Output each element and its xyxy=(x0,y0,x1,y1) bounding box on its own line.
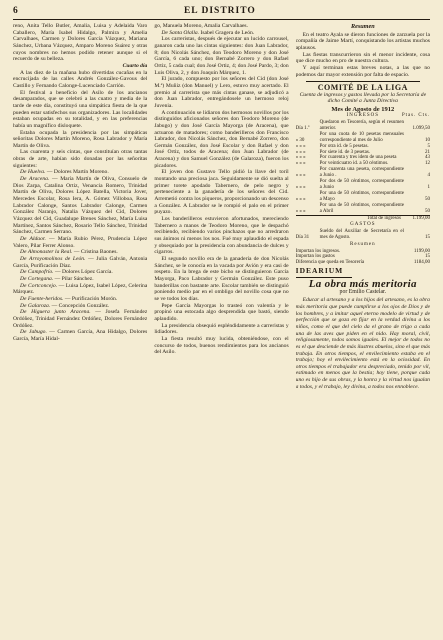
ledger-day: » » » xyxy=(295,161,306,167)
donor-entry: De Aldaor. — María Rubio Pérez, Prudencia López Valero, Pilar Ferrer Alonso. xyxy=(13,236,148,249)
donor-entry: De Galaroza. — Concepción González. xyxy=(20,302,110,309)
donor-names: Isabel Gragera de León. xyxy=(200,29,255,36)
ledger-row xyxy=(296,167,430,179)
ledger-description: Importan los ingresos. xyxy=(295,248,341,254)
ledger-description: Importan los gastos xyxy=(295,254,335,260)
gastos-table xyxy=(296,229,430,241)
ledger-amount: 43 xyxy=(424,155,430,161)
donor-names: Purificación Morón. xyxy=(71,295,118,302)
donor-list xyxy=(13,169,147,342)
article-author: por Emilio Castelar. xyxy=(339,288,387,295)
col2-paragraph: La presidencia obsequió espléndidamente a carreristas y lidiadores. xyxy=(154,322,289,336)
donor-entry: De Campofrío. — Dolores López García. xyxy=(20,269,113,276)
ledger-day: » 30 xyxy=(295,137,305,143)
donor-place: De Fuente-heridos. xyxy=(20,295,64,302)
column-3 xyxy=(296,23,430,637)
col1-paragraph: Las cuarenta y seis cintas, que constituían otras tantas obras de arte, habían sido donadas por las señoritas siguientes: xyxy=(13,149,148,169)
ledger-description: Diferencia que queda en Tesorería xyxy=(295,260,365,266)
ledger-day: » » » xyxy=(295,155,306,161)
ledger-description: Por cuarenta y tres idem de una peseta xyxy=(319,155,397,161)
col2-paragraph: Pepe García Mayorgas lo trasteó con valentía y le propinó una estocada algo desprendida que bastó, siendo aplaudido. xyxy=(154,302,289,322)
donor-names: Luisa López, Isabel López, Celerina Márquez. xyxy=(13,282,148,296)
ledger-day: » » » xyxy=(295,208,306,214)
ingresos-label: INGRESOS xyxy=(346,113,380,119)
ledger-row xyxy=(296,191,430,203)
columns xyxy=(13,23,430,637)
ledger-day: Día 1.º xyxy=(295,125,310,131)
ingresos-heading xyxy=(296,113,430,120)
donor-names: Josefa Fernández Ordóñez, Trinidad Fernández Ordóñez, Dolores Fernández Ordóñez. xyxy=(13,309,148,329)
col2-opening: go, Manuela Moreno, Amalia Carvalhaes. xyxy=(154,23,248,29)
ptas-label: Ptas. Cts. xyxy=(401,113,430,119)
donor-entry: De Cortegana. — Pilar Sánchez. xyxy=(20,275,94,282)
col1-paragraph: A las diez de la mañana hubo divertidas cucañas en la encrucijada de las calles Andrés González-Gavous del Castillo y Fernando Calonge-Lucenciado Carrión. xyxy=(13,69,148,89)
ledger-amount: 15 xyxy=(424,235,430,240)
col2-paragraph: La fiesta resultó muy lucida, obteniéndose, con el concurso de todos, buenos rendimientos para los ancianos del Asilo. xyxy=(154,335,289,356)
ledger-row xyxy=(296,229,430,241)
ledger-day: » » » xyxy=(295,185,306,190)
idearium-heading: IDEARIUM xyxy=(295,266,344,276)
article-title: La obra más meritoria xyxy=(308,277,417,290)
comite-title: COMITÉ DE LA LIGA xyxy=(317,83,408,93)
donor-entry: De Huelva. — Dolores Martín Moreno. xyxy=(20,169,109,176)
donor-place: De Campofrío. xyxy=(20,269,54,276)
column-2 xyxy=(154,23,288,637)
ledger-amount: 50 xyxy=(424,196,430,202)
donor-entry xyxy=(154,30,288,37)
donor-names: Dolores López García. xyxy=(61,269,113,276)
ledger-amount: 12 xyxy=(424,161,430,167)
ledger-amount: 21 xyxy=(424,149,430,155)
ledger-description: Por siete id. de 3 pesetas. xyxy=(319,149,371,155)
ledger-amount: 1184,00 xyxy=(413,260,430,266)
resumen-heading: Resumen xyxy=(350,23,375,30)
ledger-amount: 15 xyxy=(424,254,430,260)
page-number: 6 xyxy=(13,5,18,16)
ledger-description: Sueldo del Auxiliar de Secretaría en el mes de Agosto. xyxy=(319,229,404,240)
donor-place: De Almonaster la Real. xyxy=(20,249,73,256)
donor-place: De Arroyomolinos de León. xyxy=(20,255,86,262)
donor-place: De Jabugo. xyxy=(20,329,47,336)
ledger-total-label: Total de ingresos xyxy=(296,215,404,221)
donor-names: Carmen García, Ana Hidalgo, Dolores García, María Hidal- xyxy=(13,329,148,342)
page-header xyxy=(13,4,430,17)
ledger-description: Por una de 50 céntimos, correspondiente a Mayo xyxy=(319,190,404,202)
summary-heading: Resumen xyxy=(350,241,376,247)
ledger-day: » » » xyxy=(295,143,306,149)
donor-place: De Santa Olalla. xyxy=(161,29,200,36)
ledger-row xyxy=(296,179,430,191)
newspaper-title: EL DISTRITO xyxy=(183,5,256,16)
gastos-label: GASTOS xyxy=(350,222,376,228)
section-cuarto-dia: Cuarto día xyxy=(122,62,148,69)
ledger-total-row xyxy=(296,215,430,221)
col1-opening: reno, Anita Tello Butler, Amalia, Luisa y Adelaida Varo Caballero, María Isabel Hidalgo, Palmira y Amelia Carvalhaes, Carmen y Dolores García Vázquez, Mariana Sánchez, Urbana Vázquez, Amparo Moreno Suárez y otras cuyos nombres no hemos podido retener aunque si el recuerdo de su belleza. xyxy=(13,23,148,63)
donor-names: Dolores Martín Moreno. xyxy=(53,169,109,176)
ledger-amount: 5 xyxy=(427,143,430,149)
donor-place: De Aracena. xyxy=(20,176,50,183)
ledger-row xyxy=(296,120,430,132)
donor-names: María Martín de Oliva, Consuelo de Dios Zarpa, Catalina Ortiz, Venancia Romero, Trinidad Martín de Oliva, Dolores López Batella, Victoria Jover, Mercedes Escolar, Rosa Iera, A. Gómez Villoboa, Rosa Labrador Calonge, Santos Labrador Calonge, Carmen González Naranjo, Natalia Vázquez del Cid, Dolores Vázquez del Cid, Guadalupe Brenes Sánchez, María Luisa Martínez, Santos Sánchez, Rosario Tello Sánchez, Trinidad Sánchez, Carmen Serrano. xyxy=(13,176,148,236)
donor-entry: De Arroyomolinos de León. — Julia Galván, Antonia García, Purificación Díaz. xyxy=(13,255,148,269)
ledger-description: Por cuarenta una peseta, correspondiente a Junio . xyxy=(319,167,404,179)
header-rule xyxy=(13,19,430,20)
donor-place: De Cortegana. xyxy=(20,275,54,282)
ledger-total-amount: 1.199,00 xyxy=(404,215,430,221)
donor-entry: De Jabugo. — Carmen García, Ana Hidalgo, Dolores García, María Hidal- xyxy=(13,329,148,342)
ledger-description: Por una de 50 céntimos, correspondiente a Abril xyxy=(319,202,404,214)
ledger-description: Por otra id. de 5 pesetas. xyxy=(319,143,369,149)
ledger-day: » » » xyxy=(295,173,306,179)
col3-paragraph: Las fiestas transcurrieron sin el menor incidente, cosa que dice mucho en pro de nuestra cultura. xyxy=(295,51,430,65)
comite-subtitle: Cuenta de ingresos y gastos llevada por la Secretaría de dicho Comité a Junta Directiva xyxy=(299,91,427,105)
ledger-amount: 50 xyxy=(424,208,430,214)
ledger-amount: 1199,00 xyxy=(413,248,430,254)
ledger-description: Por una cuota de 10 pesetas mensuales correspondiente al mes de Julio xyxy=(319,131,404,143)
ledger-amount: 10 xyxy=(424,137,430,143)
article-body: Educar al artesano y a los hijos del artesano, es la obra más meritoria que puede cumplirse a los ojos de Dios y de los hombres, y a imitar aquel eterno modelo de virtud y de perfección que se goza en fijar en la verdad divina a los niños, como el que del cielo da el grano de trigo a cada una de las aves que piden en el nido. Hay moral, civil, religiosamente, todos somos iguales. El mejor de todos no es el que desciende de más ilustres abuelos, sino el que más trabaja. En otros tiempos, el envilecimiento estaba en el trabajo; hoy el envilecimiento está en la ociosidad. En otros tiempos el trabajador era despreciado, tenido por vil, estimado en menos que la bestia; hoy tiene, porque cada uno es hijo de sus obras, y la honra y la virtud nos igualan a todos, y el trabajo, ley divina, a todos nos ennoblece. xyxy=(295,297,430,390)
ledger-description: Quedaron en Tesorería, según el resumen anterior. xyxy=(319,120,404,131)
ledger-row xyxy=(296,132,430,144)
month-heading: Mes de Agosto de 1912 xyxy=(331,105,395,113)
ingresos-total xyxy=(296,215,430,222)
donor-place: De Aldaor. xyxy=(20,236,46,242)
donor-names: Cristina Baones. xyxy=(80,249,118,256)
donor-entry: De Higuera junto Aracena. — Josefa Fernández Ordóñez, Trinidad Fernández Ordóñez, Dolores Fernández Ordóñez. xyxy=(13,309,148,329)
ledger-amount: 1.099,50 xyxy=(412,125,430,131)
donor-entry: De Cortconcejo. — Luisa López, Isabel López, Celerina Márquez. xyxy=(13,282,148,296)
summary-table xyxy=(296,249,430,267)
ledger-day: » » » xyxy=(295,196,306,202)
ledger-amount: 1 xyxy=(427,185,430,190)
ledger-amount: 4 xyxy=(427,173,430,179)
donor-names: Pilar Sánchez. xyxy=(61,275,94,282)
ingresos-table xyxy=(296,120,430,215)
col2-paragraph: El jurado, compuesto por los señores del Cid (don José M.ª) Muñiz (don Manuel) y Lero, estuvo muy acertado. El premio al carrerista que más cintas ganase, se adjudicó a don Juan Labrador, entregándosele un hermoso reloj Juvenia. xyxy=(154,76,289,109)
col2-paragraph: El joven don Gustavo Tello pidió la llave del toril montando una preciosa jaca. Seguidamente se dió suelta al primer torete apodado Tabernero, de pelo negro y perteneciente a la ganadería de los señores del Cid. Arremetió contra los piqueros, proporcionando un descenso a González. A Labrador se le rompió el palo en el primer puyazo. xyxy=(154,169,289,216)
col2-paragraph: Los carreristas, después de ejecutar un lucido carrousel, ganaron cada uno las cintas siguientes: don Juan Labrador, 8; don Nicolás Sánchez, don Teodoro Moreno y don José García, 6 cada uno; don Bernabé Zorrero y don Rafael Ortiz, 5 cada cual; don José Ortiz, 4; don José Pardo, 3; don Luis Oliva, 2, y don Joaquín Márquez, 1. xyxy=(154,36,289,76)
col2-paragraph: A continuación se lidiaron dos hermosos novillos por los distinguidos aficionados señores don Teodoro Moreno (de Jabugo) y don José García Mayorga (de Aracena), que actuaron de matadores; como banderilleros don Francisco Labrador, don Nicolás Sánchez, don Bernabé Zorrero, don Germán González, don José Escolar y don Rafael y don José Ortiz, todos de Aracena; don Juan Labrador (de Aracena) y don Samuel González (de Galaroza), fueron los picadores. xyxy=(154,109,289,169)
donor-names: María Rubio Pérez, Prudencia López Valero, Pilar Ferrer Alonso. xyxy=(13,236,148,249)
donor-entry: De Fuente-heridos. — Purificación Morón. xyxy=(20,295,118,302)
col1-paragraph: Estaba ocupada la presidencia por las simpáticas señoritas Dolores Martín Moreno, Rosa Labrador y María Martín de Oliva. xyxy=(13,129,148,149)
donor-place: De Cortconcejo. xyxy=(20,282,58,289)
donor-place: De Higuera junto Aracena. xyxy=(20,309,91,316)
donor-place: De Galaroza. xyxy=(20,302,51,309)
donor-names: Concepción González. xyxy=(58,302,110,309)
col1-paragraph: El festival a beneficio del Asilo de los ancianos desamparados, que se celebró a las cuatro y media de la tarde de este día, constituyó una simpática fiesta de la que pueden estar satisfechos sus organizadores. Las localidades estaban ocupadas en su totalidad, y en las preferencias había un magnífico disloquete. xyxy=(13,89,148,129)
column-1 xyxy=(13,23,147,637)
donor-place: De Huelva. xyxy=(20,169,46,176)
ledger-day: » » » xyxy=(295,149,306,155)
col3-paragraph: Y aquí terminan estas breves notas, a las que no podemos dar mayor extensión por falta de espacio. xyxy=(295,64,430,78)
ledger-day: Día 31 xyxy=(295,235,310,240)
col2-paragraph: El segundo novillo era de la ganadería de don Nicolás Sánchez, se le conocía en la vacada por Avión y era casi de respeto. En la brega de este bicho se distinguieron García Mayorga, Paco Labrador y Germán González. Este puso banderillas con bastante arte. Escolar también se distinguió poniendo medio par en el ombligo del novillo cosa que no se ve todos los días. xyxy=(154,255,289,302)
ledger-description: Por veinticuatro id. a 50 céntimos. xyxy=(319,161,389,167)
donor-entry: De Aracena. — María Martín de Oliva, Consuelo de Dios Zarpa, Catalina Ortiz, Venancia Romero, Trinidad Martín de Oliva, Dolores López Batella, Victoria Jover, Mercedes Escolar, Rosa Iera, A. Gómez Villoboa, Rosa Labrador Calonge, Santos Labrador Calonge, Carmen González Naranjo, Natalia Vázquez del Cid, Dolores Vázquez del Cid, Guadalupe Brenes Sánchez, María Luisa Martínez, Santos Sánchez, Rosario Tello Sánchez, Trinidad Sánchez, Carmen Serrano. xyxy=(13,176,148,236)
ledger-description: Por dos de 50 céntimos, correspondiente a Junio xyxy=(319,179,404,190)
donor-names: Julia Galván, Antonia García, Purificación Díaz. xyxy=(13,255,148,269)
ledger-row xyxy=(296,203,430,215)
col2-paragraph: Los banderilleros estuvieron afortunados, mereciendo Tabernero a manos de Teodoro Moreno, que le despachó recibiendo, recibiendo varios pinchazos que no arredraron sus ánimos ni menos los nos. Fué muy aplaudido el espada y obsequiado por la presidencia con abundancia de dulces y cigarros. xyxy=(154,216,289,256)
col3-paragraph: En el teatro Ayala se dieron funciones de zarzuela por la compañía de Jaime Martí, conquistando los artistas muchos aplausos. xyxy=(295,31,430,51)
donor-entry: De Almonaster la Real. — Cristina Baones. xyxy=(20,249,118,256)
